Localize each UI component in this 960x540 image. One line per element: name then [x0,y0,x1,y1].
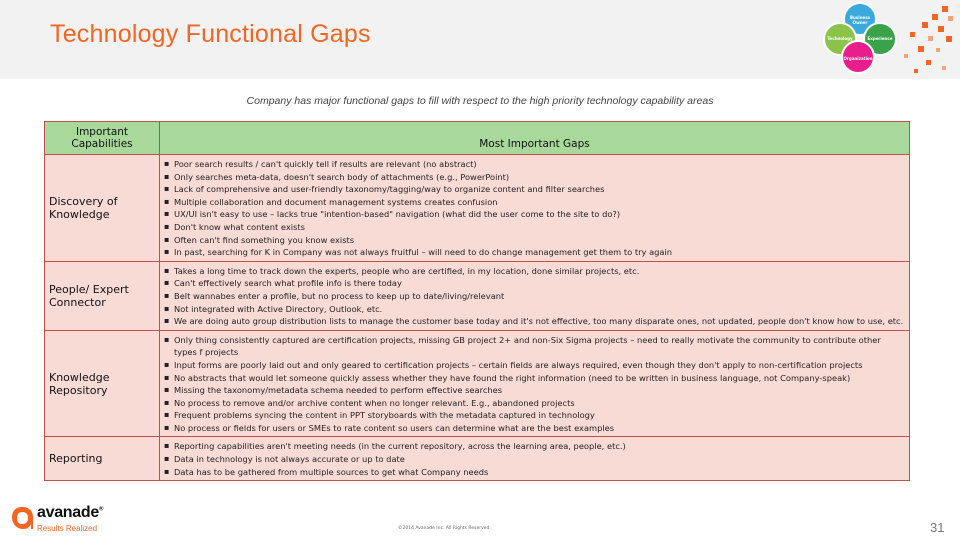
brand-tagline: Results Realized [37,524,98,533]
gaps-cell [160,155,910,262]
gap-item: ▪ Multiple collaboration and document management systems creates confusion [163,196,906,209]
capability-cell: Discovery of Knowledge [45,155,160,262]
circle-experience: Experience [863,22,897,56]
capability-cell: Reporting [45,437,160,481]
header-gaps: Most Important Gaps [160,122,910,155]
gap-item: ▪ No process or fields for users or SMEs to rate content so users can determine what are the best examples [163,422,906,435]
table-row [45,261,910,330]
orange-pixel-pattern [902,6,956,76]
circle-organization: Organization [841,40,875,74]
circle-business-owner: Business Owner [843,2,877,36]
avanade-a-mark-icon [10,504,34,532]
gaps-cell [160,437,910,481]
gap-item: ▪ Can't effectively search what profile info is there today [163,277,906,290]
gap-item: ▪ Often can't find something you know exists [163,234,906,247]
page-number: 31 [930,520,945,535]
avanade-logo [10,502,120,536]
gap-list [163,334,906,435]
table-row [45,437,910,481]
gaps-cell [160,261,910,330]
gap-item: ▪ No abstracts that would let someone quickly assess whether they have found the right information (need to be written in business language, not Company-speak) [163,372,906,385]
capability-cell: Knowledge Repository [45,330,160,437]
copyright-footer: ©2014 Avanade Inc. All Rights Reserved. [398,526,491,531]
gap-list [163,158,906,259]
gap-item: ▪ Missing the taxonomy/metadata schema needed to perform effective searches [163,384,906,397]
gap-item: ▪ Data has to be gathered from multiple sources to get what Company needs [163,466,906,479]
gap-item: ▪ Reporting capabilities aren't meeting needs (in the current repository, across the learning area, people, etc.) [163,440,906,453]
gap-list [163,440,906,478]
gap-item: ▪ Only searches meta-data, doesn't search body of attachments (e.g., PowerPoint) [163,171,906,184]
circle-technology: Technology [823,22,857,56]
gaps-cell [160,330,910,437]
gap-item: ▪ We are doing auto group distribution lists to manage the customer base today and it's not effective, too many disparate ones, not updated, people don't know how to use, etc. [163,315,906,328]
gap-item: ▪ Lack of comprehensive and user-friendly taxonomy/tagging/way to organize content and filter searches [163,183,906,196]
gap-item: ▪ Frequent problems syncing the content in PPT storyboards with the metadata captured in technology [163,409,906,422]
gap-item: ▪ In past, searching for K in Company was not always fruitful – will need to do change management get them to try again [163,246,906,259]
gap-item: ▪ Data in technology is not always accurate or up to date [163,453,906,466]
gap-item: ▪ Not integrated with Active Directory, Outlook, etc. [163,303,906,316]
table-row [45,330,910,437]
gap-list [163,265,906,328]
gap-item: ▪ Belt wannabes enter a profile, but no process to keep up to date/living/relevant [163,290,906,303]
gap-item: ▪ Takes a long time to track down the experts, people who are certified, in my location, done similar projects, etc. [163,265,906,278]
table-row [45,155,910,262]
capability-cell: People/ Expert Connector [45,261,160,330]
gap-item: ▪ Only thing consistently captured are certification projects, missing GB project 2+ and non-Six Sigma projects – need to really motivate the community to contribute other types f projects [163,334,906,359]
gap-item: ▪ Poor search results / can't quickly tell if results are relevant (no abstract) [163,158,906,171]
gap-item: ▪ Input forms are poorly laid out and only geared to certification projects – certain fields are always required, even though they don't apply to non-certification projects [163,359,906,372]
gaps-table [44,121,910,481]
header-capability: Important Capabilities [45,122,160,155]
capability-circles-graphic [818,2,900,74]
gap-item: ▪ UX/UI isn't easy to use – lacks true "intention-based" navigation (what did the user come to the site to do?) [163,208,906,221]
slide-subtitle: Company has major functional gaps to fill with respect to the high priority technology capability areas [246,95,714,107]
gap-item: ▪ Don't know what content exists [163,221,906,234]
brand-name: avanade® [37,504,104,521]
gap-item: ▪ No process to remove and/or archive content when no longer relevant. E.g., abandoned projects [163,397,906,410]
table-header-row [45,122,910,155]
slide-title: Technology Functional Gaps [50,20,371,48]
